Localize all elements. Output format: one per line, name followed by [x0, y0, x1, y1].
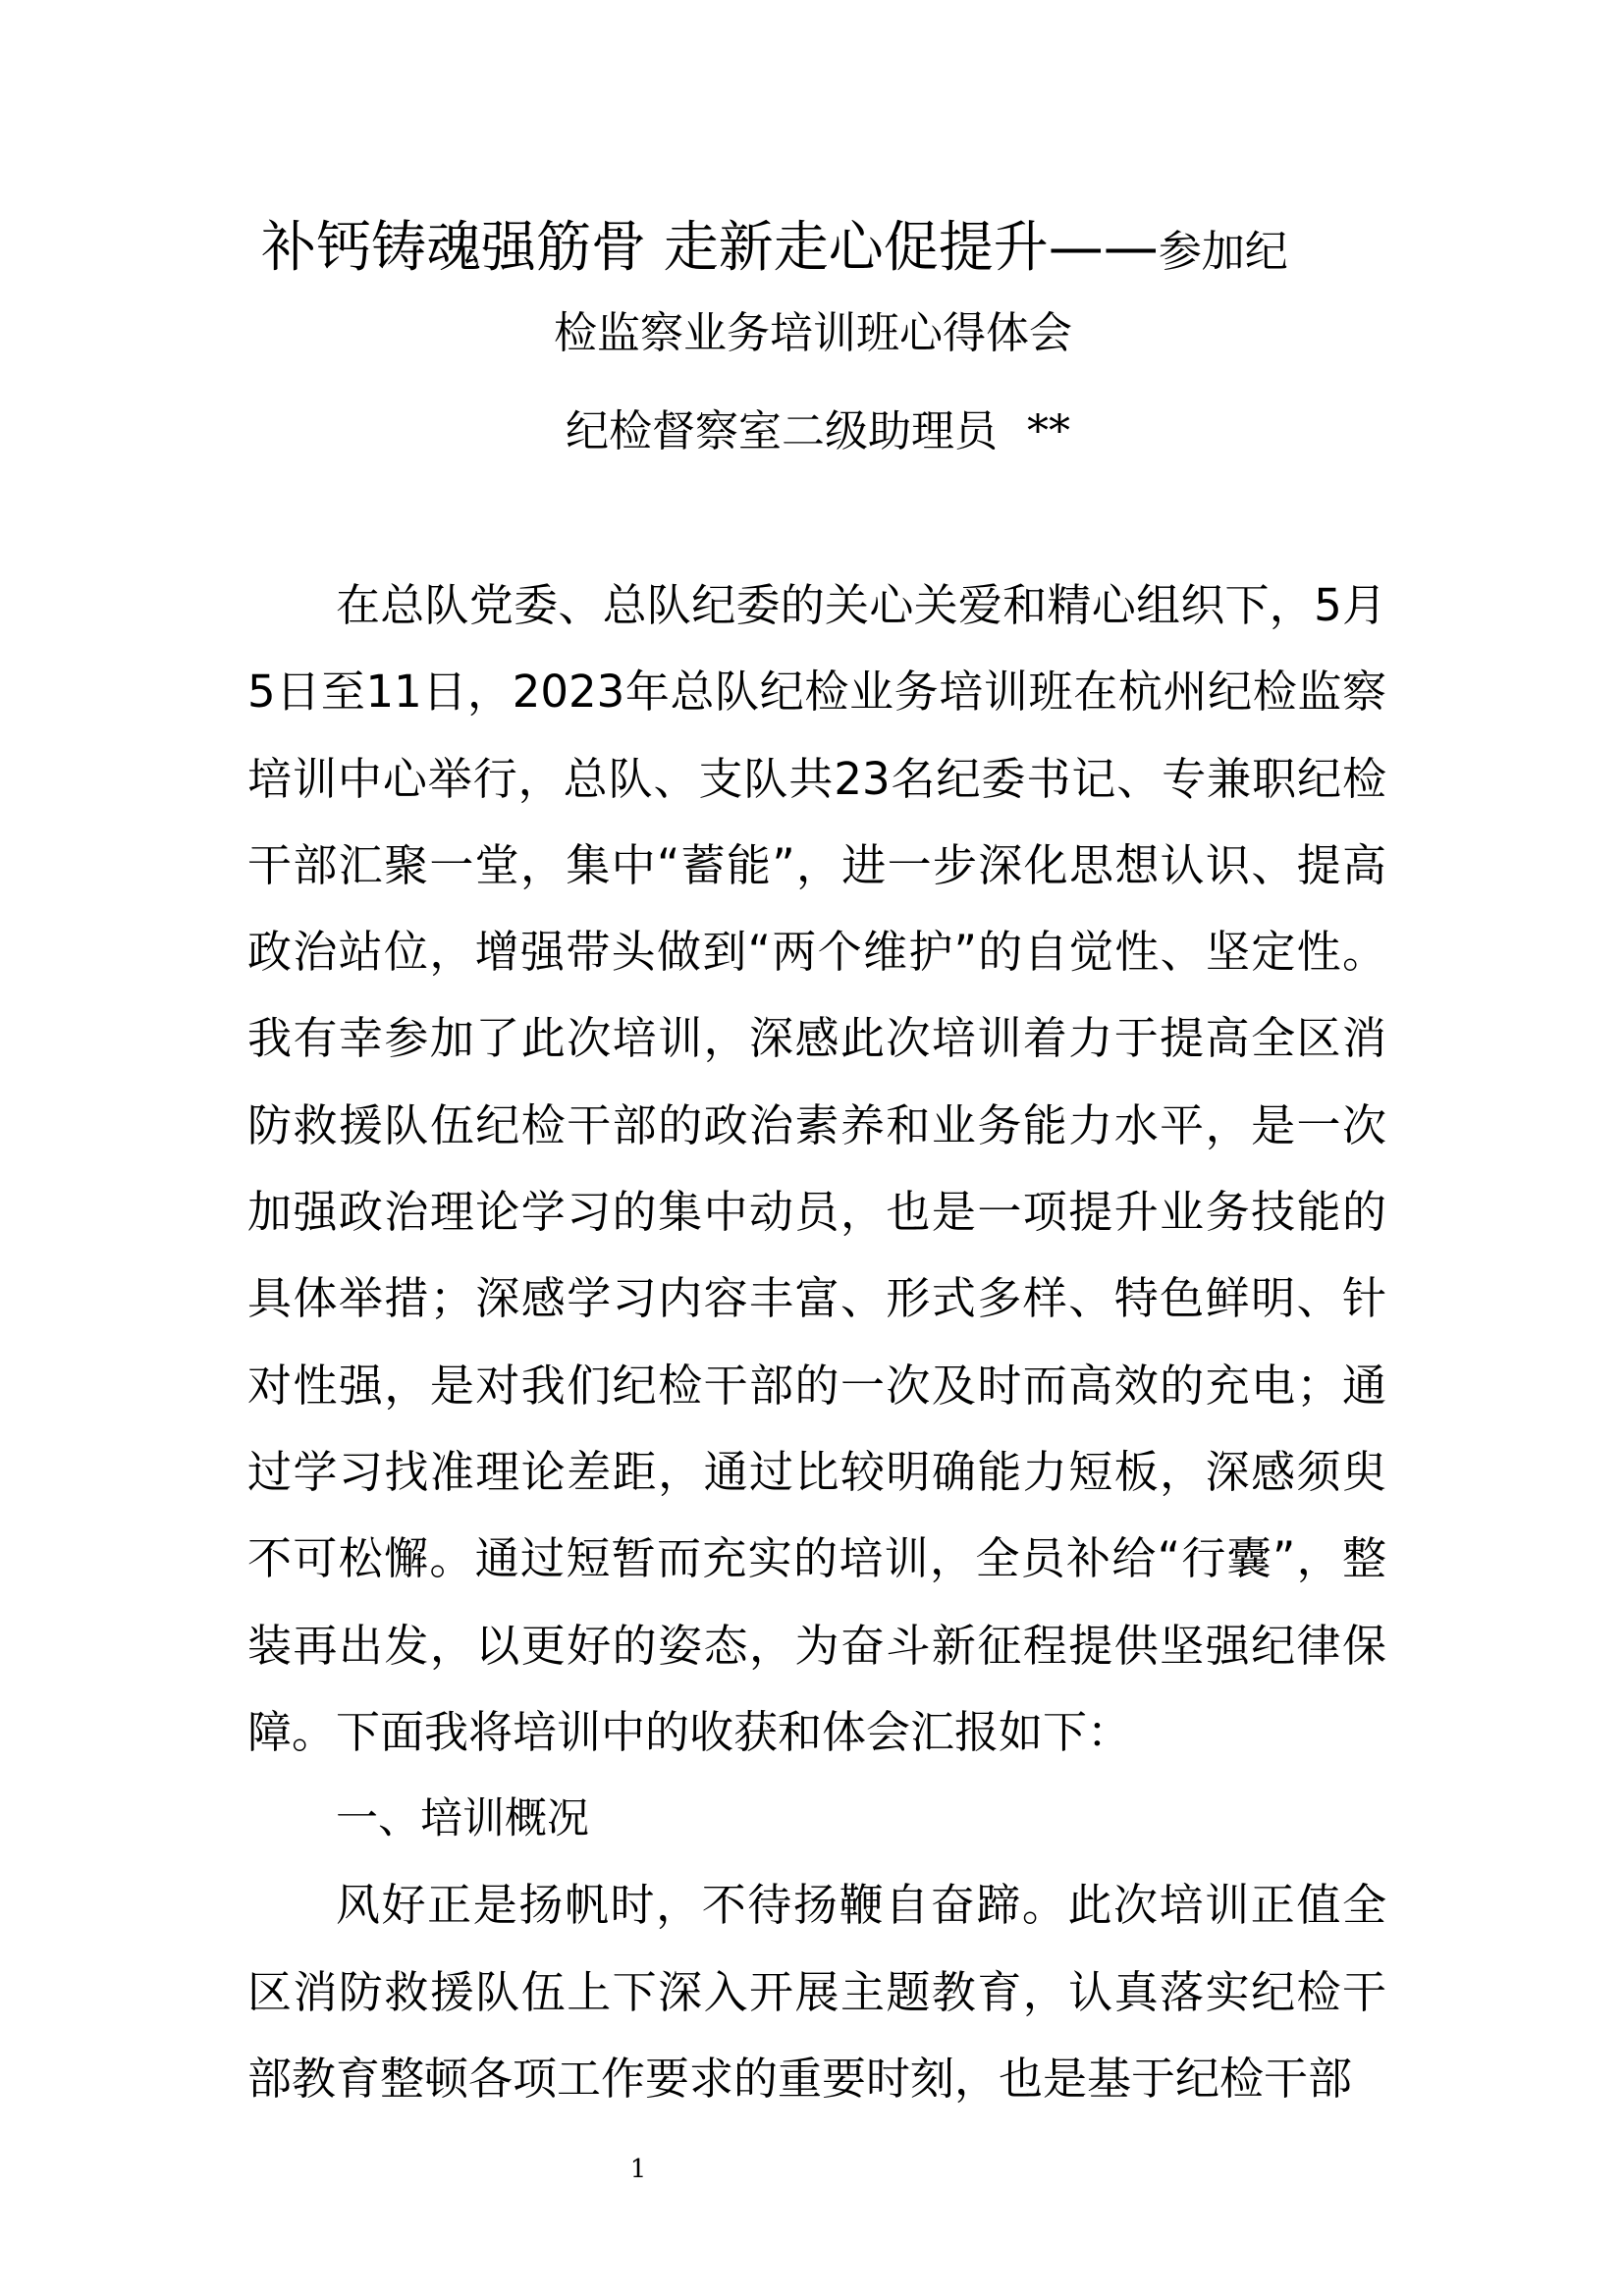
page-number: 1 — [629, 2155, 647, 2184]
title-line-1 — [261, 214, 1288, 300]
author-role: 纪检督察室二级助理员 — [566, 406, 998, 456]
author-name: ** — [1027, 406, 1070, 456]
author-line — [566, 402, 1070, 461]
paragraph-1: 在总队党委、总队纪委的关心关爱和精心组织下，5月5日至11日，2023年总队纪检业务培训班在杭州纪检监察培训中心举行，总队、支队共23名纪委书记、专兼职纪检干部汇聚一堂，集中“蓄能”，进一步深化思想认识、提高政治站位，增强带头做到“两个维护”的自觉性、坚定性。我有幸参加了此次培训，深感此次培训着力于提高全区消防救援队伍纪检干部的政治素养和业务能力水平，是一次加强政治理论学习的集中动员，也是一项提升业务技能的具体举措；深感学习内容丰富、形式多样、特色鲜明、针对性强，是对我们纪检干部的一次及时而高效的充电；通过学习找准理论差距，通过比较明确能力短板，深感须臾不可松懈。通过短暂而充实的培训，全员补给“行囊”，整装再出发，以更好的姿态，为奋斗新征程提供坚强纪律保障。下面我将培训中的收获和体会汇报如下： — [247, 579, 1386, 1758]
body-text — [247, 562, 1386, 2122]
title-subtitle-start: 参加纪 — [1158, 227, 1288, 277]
paragraph-2: 风好正是扬帆时，不待扬鞭自奋蹄。此次培训正值全区消防救援队伍上下深入开展主题教育，认真落实纪检干部教育整顿各项工作要求的重要时刻，也是基于纪检干部 — [247, 1879, 1386, 2106]
title-subtitle-continued: 检监察业务培训班心得体会 — [554, 308, 1072, 358]
section-heading-1: 一、培训概况 — [336, 1794, 589, 1844]
title-main: 补钙铸魂强筋骨 走新走心促提升—— — [261, 216, 1159, 280]
